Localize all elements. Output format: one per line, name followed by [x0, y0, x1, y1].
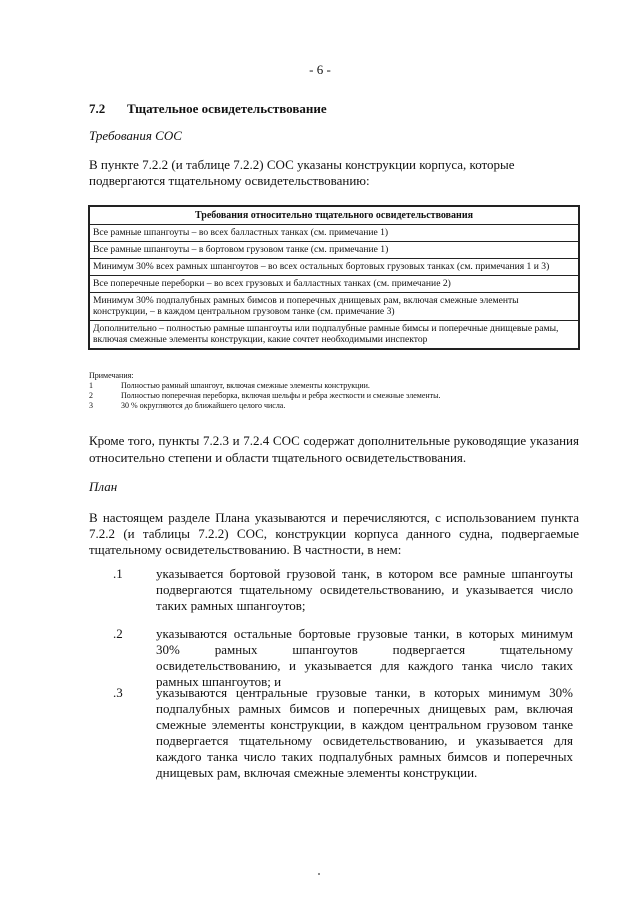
subheading-plan: План	[89, 479, 118, 494]
list-marker: .1	[113, 566, 123, 581]
note-item	[89, 401, 441, 411]
note-number: 3	[89, 401, 93, 410]
table-row: Все поперечные переборки – во всех грузовых и балластных танках (см. примечание 2)	[89, 275, 579, 292]
page-number: - 6 -	[309, 62, 331, 77]
list-marker: .2	[113, 626, 123, 641]
note-item	[89, 391, 441, 401]
plan-paragraph: В настоящем разделе Плана указываются и перечисляются, с использованием пункта 7.2.2 (и таблицы 7.2.2) СОС, конструкции корпуса данного судна, подвергаемые тщательному освидетельствованию. В частности, в нем:	[89, 510, 579, 557]
section-title: Тщательное освидетельствование	[127, 101, 327, 116]
note-text: Полностью рамный шпангоут, включая смежные элементы конструкции.	[121, 381, 370, 390]
list-text: указываются центральные грузовые танки, в которых минимум 30% подпалубных рамных бимсов и поперечных днищевых рам, включая смежные элементы конструкции, в каждом центральном грузовом танке подвергается тщательному освидетельствованию, и указывается для каждого танка число таких подпалубных рамных бимсов и поперечных днищевых рам, включая смежные элементы конструкции.	[156, 685, 573, 780]
intro-paragraph: В пункте 7.2.2 (и таблице 7.2.2) СОС указаны конструкции корпуса, которые подвергаются тщательному освидетельствованию:	[89, 157, 515, 188]
list-marker: .3	[113, 685, 123, 700]
table-row: Дополнительно – полностью рамные шпангоуты или подпалубные рамные бимсы и поперечные днищевые рамы, включая смежные элементы конструкции, какие сочтет необходимыми инспектор	[89, 320, 579, 349]
table-row: Все рамные шпангоуты – во всех балластных танках (см. примечание 1)	[89, 225, 579, 242]
notes-label: Примечания:	[89, 371, 134, 380]
table-notes	[89, 371, 441, 411]
table-row: Все рамные шпангоуты – в бортовом грузовом танке (см. примечание 1)	[89, 242, 579, 259]
requirements-table	[88, 205, 580, 350]
list-text: указывается бортовой грузовой танк, в котором все рамные шпангоуты подвергаются тщательному освидетельствованию, и указывается число таких рамных шпангоутов;	[156, 566, 573, 613]
scan-speck	[318, 873, 320, 875]
additional-guidance-paragraph: Кроме того, пункты 7.2.3 и 7.2.4 СОС содержат дополнительные руководящие указания относительно степени и области тщательного освидетельствования.	[89, 433, 579, 465]
note-number: 2	[89, 391, 93, 400]
table-row: Минимум 30% всех рамных шпангоутов – во всех остальных бортовых грузовых танках (см. примечания 1 и 3)	[89, 259, 579, 276]
note-text: 30 % округляются до ближайшего целого числа.	[121, 401, 286, 410]
section-number: 7.2	[89, 101, 106, 116]
table-header: Требования относительно тщательного освидетельствования	[89, 206, 579, 225]
list-text: указываются остальные бортовые грузовые танки, в которых минимум 30% рамных шпангоутов подвергается тщательному освидетельствованию, и указывается для каждого танка число таких рамных шпангоутов; и	[156, 626, 573, 689]
note-text: Полностью поперечная переборка, включая шельфы и ребра жесткости и смежные элементы.	[121, 391, 441, 400]
note-item	[89, 381, 441, 391]
note-number: 1	[89, 381, 93, 390]
table-row: Минимум 30% подпалубных рамных бимсов и поперечных днищевых рам, включая смежные элементы конструкции, – в каждом центральном грузовом танке (см. примечание 3)	[89, 292, 579, 320]
subheading-sos-requirements: Требования СОС	[89, 128, 182, 143]
section-heading	[89, 101, 327, 117]
